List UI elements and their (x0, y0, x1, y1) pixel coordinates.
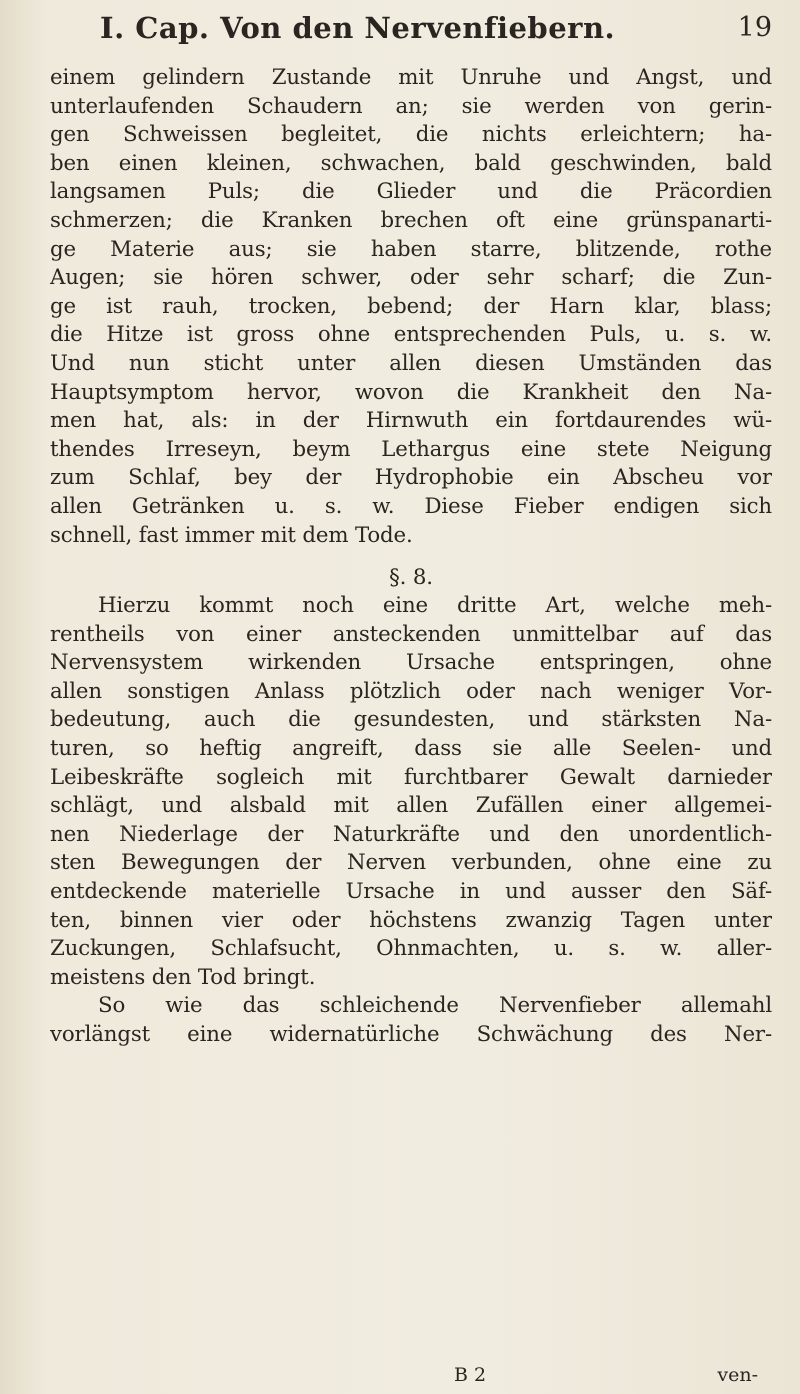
text-line: bedeutung, auch die gesundesten, und stärksten Na- (50, 707, 772, 733)
text-line: vorlängst eine widernatürliche Schwächung des Ner- (50, 1022, 772, 1047)
text-line: allen sonstigen Anlass plötzlich oder nach weniger Vor- (50, 678, 772, 704)
signature-mark: B 2 (454, 1364, 487, 1386)
text-line: schmerzen; die Kranken brechen oft eine grünspanarti- (50, 207, 772, 233)
text-line: allen Getränken u. s. w. Diese Fieber endigen sich (50, 493, 772, 519)
text-line: Augen; sie hören schwer, oder sehr scharf; die Zun- (50, 265, 772, 291)
text-line: Zuckungen, Schlafsucht, Ohnmachten, u. s. w. aller- (50, 936, 772, 962)
text-line: Hierzu kommt noch eine dritte Art, welche meh- (98, 593, 772, 619)
text-line: schnell, fast immer mit dem Tode. (50, 522, 413, 548)
text-line: nen Niederlage der Naturkräfte und den unordentlich- (50, 821, 772, 847)
text-line: zum Schlaf, bey der Hydrophobie ein Abscheu vor (50, 465, 772, 491)
text-line: gen Schweissen begleitet, die nichts erleichtern; ha- (50, 122, 772, 148)
text-line: ben einen kleinen, schwachen, bald geschwinden, bald (50, 150, 772, 176)
text-line: ge ist rauh, trocken, bebend; der Harn klar, blass; (50, 293, 772, 319)
text-line: Leibeskräfte sogleich mit furchtbarer Gewalt darnieder (50, 764, 772, 790)
text-line: Nervensystem wirkenden Ursache entspringen, ohne (50, 650, 772, 676)
text-line: entdeckende materielle Ursache in und ausser den Säf- (50, 879, 772, 905)
text-line: rentheils von einer ansteckenden unmittelbar auf das (50, 621, 772, 647)
text-line: sten Bewegungen der Nerven verbunden, ohne eine zu (50, 850, 772, 876)
text-line: ge Materie aus; sie haben starre, blitzende, rothe (50, 236, 772, 262)
page-number: 19 (737, 12, 772, 43)
text-line: langsamen Puls; die Glieder und die Präcordien (50, 179, 772, 205)
running-header (100, 8, 772, 48)
text-line: schlägt, und alsbald mit allen Zufällen einer allgemei- (50, 793, 772, 819)
text-line: ten, binnen vier oder höchstens zwanzig Tagen unter (50, 907, 772, 933)
text-line: die Hitze ist gross ohne entsprechenden Puls, u. s. w. (50, 322, 772, 348)
text-line: So wie das schleichende Nervenfieber allemahl (98, 993, 772, 1019)
text-line: einem gelindern Zustande mit Unruhe und Angst, und (50, 65, 772, 90)
text-line: thendes Irreseyn, beym Lethargus eine stete Neigung (50, 436, 772, 462)
text-line: Hauptsymptom hervor, wovon die Krankheit den Na- (50, 379, 772, 405)
text-line: Und nun sticht unter allen diesen Umständen das (50, 350, 772, 376)
section-heading: §. 8. (389, 565, 433, 591)
text-line: unterlaufenden Schaudern an; sie werden von gerin- (50, 93, 772, 119)
text-line: turen, so heftig angreift, dass sie alle Seelen- und (50, 736, 772, 762)
page-body (50, 64, 772, 1050)
page-footer (50, 1360, 772, 1390)
text-line: men hat, als: in der Hirnwuth ein fortdaurendes wü- (50, 408, 772, 434)
chapter-title: I. Cap. Von den Nervenfiebern. (100, 11, 616, 45)
catchword: ven- (717, 1364, 758, 1386)
text-line: meistens den Tod bringt. (50, 964, 316, 990)
